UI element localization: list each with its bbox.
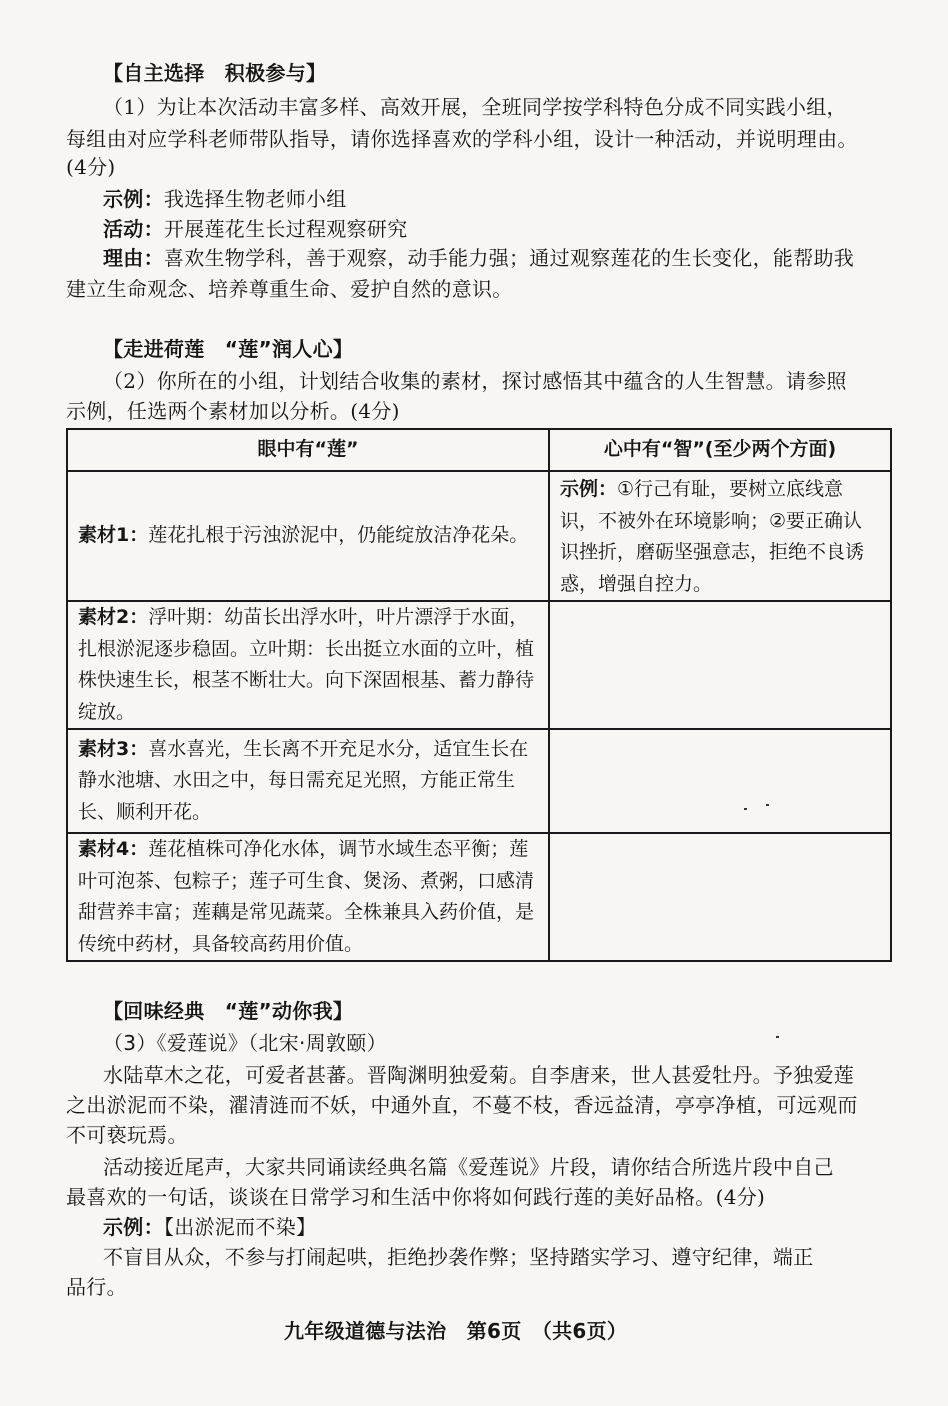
q2-line: （2）你所在的小组，计划结合收集的素材，探讨感悟其中蕴含的人生智慧。请参照 (103, 369, 847, 393)
activity-label: 活动： (103, 217, 164, 241)
wisdom-text: ①行己有耻，要树立底线意识，不被外在环境影响；②要正确认识挫折，磨砺坚强意志，拒绝不良诱惑，增强自控力。 (560, 478, 865, 595)
task-line: 最喜欢的一句话，谈谈在日常学习和生活中你将如何践行莲的美好品格。(4分) (66, 1185, 766, 1209)
poem-line: 之出淤泥而不染，濯清涟而不妖，中通外直，不蔓不枝，香远益清，亭亭净植，可远观而 (66, 1093, 858, 1117)
material-label: 素材3： (78, 737, 149, 760)
table-row (67, 601, 891, 729)
task-line: 活动接近尾声，大家共同诵读经典名篇《爱莲说》片段，请你结合所选片段中自己 (103, 1155, 834, 1179)
q1-line: 每组由对应学科老师带队指导，请你选择喜欢的学科小组，设计一种活动，并说明理由。 (66, 127, 858, 151)
reason-text: 喜欢生物学科，善于观察，动手能力强；通过观察莲花的生长变化，能帮助我 (163, 246, 855, 270)
material-label: 素材4： (78, 838, 149, 860)
col-header-wisdom: 心中有“智”(至少两个方面) (549, 429, 891, 471)
example-line (103, 1212, 316, 1242)
section2-heading: 【走进荷莲 “莲”润人心】 (103, 337, 354, 361)
wisdom-answer-cell[interactable] (549, 833, 891, 961)
poem-line: 不可亵玩焉。 (66, 1123, 188, 1147)
q1-line: （1）为让本次活动丰富多样、高效开展，全班同学按学科特色分成不同实践小组， (103, 95, 847, 119)
reason-line (103, 243, 854, 273)
table-row (67, 833, 891, 961)
wisdom-label: 示例： (560, 478, 618, 500)
activity-text: 开展莲花生长过程观察研究 (163, 217, 408, 241)
material-text: 莲花植株可净化水体，调节水域生态平衡；莲叶可泡茶、包粽子；莲子可生食、煲汤、煮粥，口感清甜营养丰富；莲藕是常见蔬菜。全株兼具入药价值，是传统中药材，具备较高药用价值。 (78, 838, 535, 955)
col-header-lotus: 眼中有“莲” (67, 429, 549, 471)
section1-heading: 【自主选择 积极参与】 (103, 61, 327, 85)
answer-line: 品行。 (66, 1275, 127, 1299)
example-line (103, 184, 347, 214)
lotus-analysis-table (66, 428, 892, 962)
activity-line (103, 214, 408, 244)
scan-speck (744, 808, 747, 810)
material-label: 素材1： (78, 524, 149, 547)
example-text: 我选择生物老师小组 (163, 187, 347, 211)
material-cell (67, 471, 549, 601)
material-text: 莲花扎根于污浊淤泥中，仍能绽放洁净花朵。 (148, 524, 529, 547)
wisdom-answer-cell[interactable] (549, 729, 891, 833)
table-row (67, 729, 891, 833)
table-row (67, 471, 891, 601)
material-cell (67, 833, 549, 961)
material-text: 喜水喜光，生长离不开充足水分，适宜生长在静水池塘、水田之中，每日需充足光照，方能正常生长、顺利开花。 (78, 737, 529, 823)
material-cell (67, 601, 549, 729)
wisdom-cell (549, 471, 891, 601)
reason-label: 理由： (103, 246, 164, 270)
example-label: 示例： (103, 1215, 164, 1239)
scan-speck (766, 804, 769, 806)
material-cell (67, 729, 549, 833)
poem-line: 水陆草木之花，可爱者甚蕃。晋陶渊明独爱菊。自李唐来，世人甚爱牡丹。予独爱莲 (103, 1063, 855, 1087)
answer-line: 不盲目从众，不参与打闹起哄，拒绝抄袭作弊；坚持踏实学习、遵守纪律，端正 (103, 1245, 814, 1269)
poem-title: （3）《爱莲说》（北宋·周敦颐） (103, 1031, 387, 1055)
example-label: 示例： (103, 187, 164, 211)
material-label: 素材2： (78, 606, 149, 628)
section3-heading: 【回味经典 “莲”动你我】 (103, 999, 354, 1023)
material-text: 浮叶期：幼苗长出浮水叶，叶片漂浮于水面，扎根淤泥逐步稳固。立叶期：长出挺立水面的立叶，植株快速生长，根茎不断壮大。向下深固根基、蓄力静待绽放。 (78, 606, 535, 723)
example-quote: 【出淤泥而不染】 (163, 1215, 317, 1239)
reason-text-continued: 建立生命观念、培养尊重生命、爱护自然的意识。 (66, 277, 513, 301)
q2-line: 示例，任选两个素材加以分析。(4分) (66, 399, 400, 423)
wisdom-answer-cell[interactable] (549, 601, 891, 729)
page-footer: 九年级道德与法治 第6页 （共6页） (284, 1319, 628, 1343)
table-header-row (67, 429, 891, 471)
q1-line: (4分) (66, 155, 116, 179)
scan-speck (776, 1036, 779, 1038)
